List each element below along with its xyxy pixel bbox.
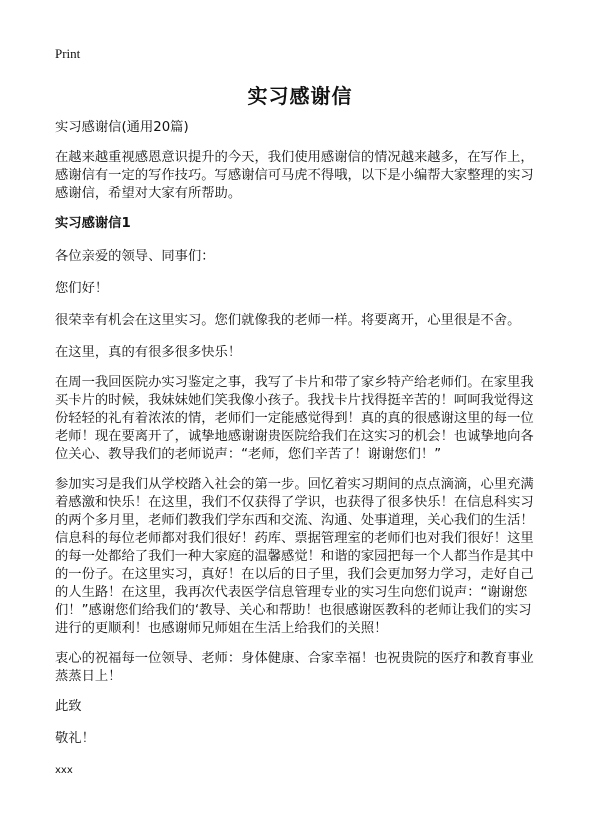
text-line: 份轻轻的礼有着浓浓的情，老师们一定能感觉得到！真的真的很感谢这里的每一位: [55, 411, 534, 426]
signature: xxx: [55, 765, 73, 776]
hello-line: 您们好！: [55, 281, 109, 296]
paragraph-2: 在这里，真的有很多很多快乐！: [55, 345, 242, 360]
text-line: 信息科的每位老师都对我们很好！药库、票据管理室的老师们也对我们很好！这里: [55, 531, 534, 546]
text-line: 的人生路！在这里，我再次代表医学信息管理专业的实习生向您们说声：“谢谢您: [55, 585, 528, 600]
text-line: 老师！现在要离开了，诚挚地感谢谢贵医院给我们在这实习的机会！也诚挚地向各: [55, 429, 534, 444]
text-line: 在周一我回医院办实习鉴定之事，我写了卡片和带了家乡特产给老师们。在家里我: [55, 375, 534, 390]
text-line: 位关心、教导我们的老师说声：“老师，您们辛苦了！谢谢您们！”: [55, 447, 442, 462]
paragraph-4: [55, 476, 555, 638]
text-line: 感谢信，希望对大家有所帮助。: [55, 186, 242, 201]
text-line: 衷心的祝福每一位领导、老师：身体健康、合家幸福！也祝贵院的医疗和教育事业: [55, 651, 534, 666]
document-title: 实习感谢信: [247, 84, 353, 108]
text-line: 的每一处都给了我们一种大家庭的温馨感觉！和谐的家园把每一个人都当作是其中: [55, 549, 534, 564]
intro-paragraph: [55, 149, 555, 203]
paragraph-1: 很荣幸有机会在这里实习。您们就像我的老师一样。将要离开，心里很是不舍。: [55, 313, 521, 328]
paragraph-5: [55, 650, 555, 686]
section-heading: 实习感谢信1: [55, 216, 131, 231]
closing-line-1: 此致: [55, 699, 82, 714]
text-line: 着感激和快乐！在这里，我们不仅获得了学识，也获得了很多快乐！在信息科实习: [55, 495, 534, 510]
subtitle: 实习感谢信(通用20篇): [55, 120, 189, 135]
text-line: 进行的更顺利！也感谢师兄师姐在生活上给我们的关照！: [55, 621, 388, 636]
text-line: 买卡片的时候，我妹妹她们笑我像小孩子。我找卡片找得挺辛苦的！呵呵我觉得这: [55, 393, 534, 408]
text-line: 在越来越重视感恩意识提升的今天，我们使用感谢信的情况越来越多，在写作上，: [55, 150, 534, 165]
text-line: 参加实习是我们从学校踏入社会的第一步。回忆着实习期间的点点滴滴，心里充满: [55, 477, 534, 492]
text-line: 的两个多月里，老师们教我们学东西和交流、沟通、处事道理，关心我们的生活！: [55, 513, 534, 528]
document-body: [55, 119, 555, 792]
text-line: 蒸蒸日上！: [55, 669, 122, 684]
closing-line-2: 敬礼！: [55, 731, 95, 746]
greeting: 各位亲爱的领导、同事们：: [55, 249, 215, 264]
text-line: 们！”感谢您们给我们的‘教导、关心和帮助！也很感谢医教科的老师让我们的实习: [55, 603, 532, 618]
print-link[interactable]: Print: [55, 46, 81, 61]
text-line: 感谢信有一定的写作技巧。写感谢信可马虎不得哦，以下是小编帮大家整理的实习: [55, 168, 534, 183]
paragraph-3: [55, 374, 555, 464]
text-line: 的一份子。在这里实习，真好！在以后的日子里，我们会更加努力学习，走好自己: [55, 567, 534, 582]
